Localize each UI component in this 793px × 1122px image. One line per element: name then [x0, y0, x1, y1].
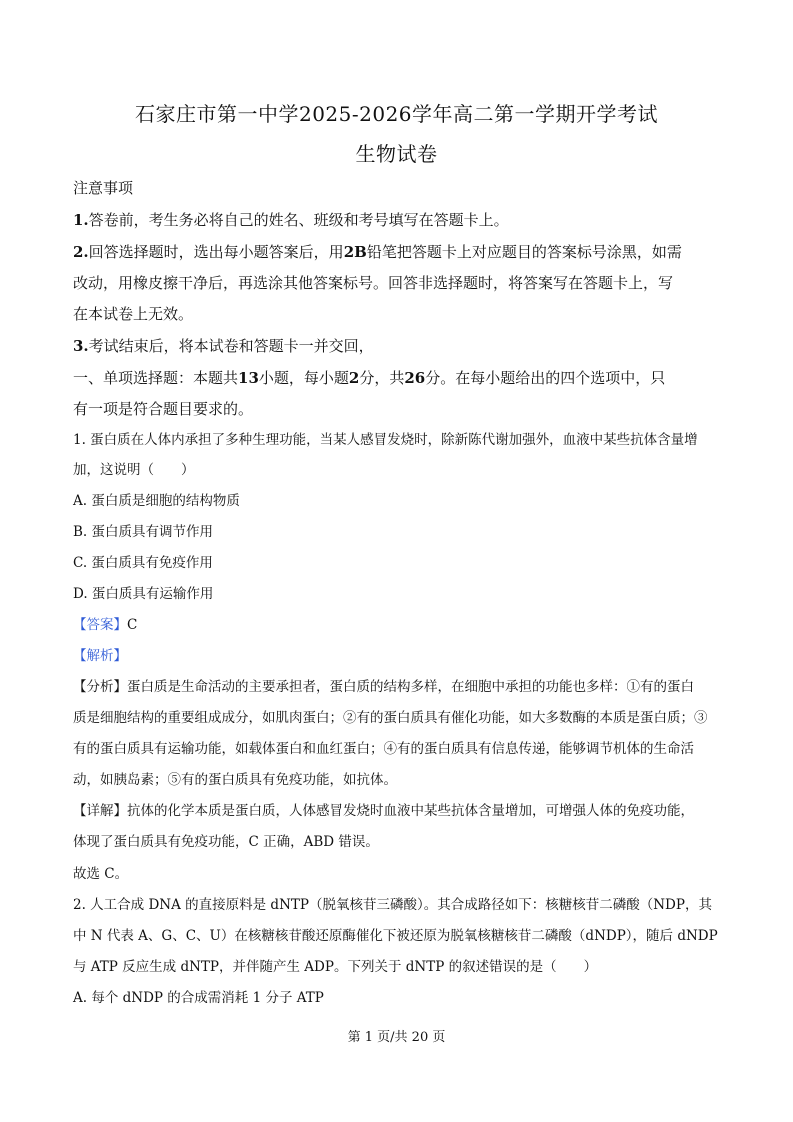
q1-detail-line-1: [73, 801, 721, 821]
section-1-text-a: 一、单项选择题：本题共: [73, 369, 239, 387]
q1-analysis-line-1: [73, 677, 721, 697]
q2-stem-line-1: 2. 人工合成 DNA 的直接原料是 dNTP（脱氧核苷三磷酸）。其合成路径如下：核糖核苷二磷酸（NDP，其: [73, 897, 712, 913]
section-1-text-b: 小题，每小题: [258, 369, 349, 387]
section-1-heading-line-2: 有一项是符合题目要求的。: [73, 400, 254, 418]
q1-stem-line-1: 1. 蛋白质在人体内承担了多种生理功能，当某人感冒发烧时，除新陈代谢加强外，血液中某些抗体含量增: [73, 432, 698, 448]
exam-title: 石家庄市第一中学2025-2026学年高二第一学期开学考试: [134, 102, 659, 126]
q1-option-c: C. 蛋白质具有免疫作用: [73, 555, 213, 571]
note-2-text-a: 回答选择题时，选出每小题答案后，用: [88, 243, 344, 261]
notes-heading: 注意事项: [73, 179, 134, 197]
q2-stem-line-3: 与 ATP 反应生成 dNTP，并伴随产生 ADP。下列关于 dNTP 的叙述错误的是（ ）: [73, 959, 598, 975]
section-1-total: 26: [404, 369, 426, 387]
note-2-line-2: 改动，用橡皮擦干净后，再选涂其他答案标号。回答非选择题时，将答案写在答题卡上，写: [73, 274, 674, 292]
answer-value: C: [127, 617, 138, 633]
q1-choose: 故选 C。: [73, 866, 129, 882]
q1-detail-line-2: 体现了蛋白质具有免疫功能，C 正确，ABD 错误。: [73, 834, 379, 850]
note-3-number: 3.: [73, 337, 89, 355]
note-1: [73, 210, 721, 230]
note-1-number: 1.: [73, 211, 89, 229]
q1-analysis-line-3: 有的蛋白质具有运输功能，如载体蛋白和血红蛋白；④有的蛋白质具有信息传递，能够调节机体的生命活: [73, 741, 694, 757]
exam-subtitle: 生物试卷: [355, 142, 438, 166]
section-1-count: 13: [238, 369, 259, 387]
q1-answer: [73, 615, 721, 635]
q2-option-a: A. 每个 dNDP 的合成需消耗 1 分子 ATP: [73, 990, 324, 1006]
analysis-label: 【解析】: [73, 648, 127, 664]
fenxi-text-1: 蛋白质是生命活动的主要承担者，蛋白质的结构多样，在细胞中承担的功能也多样：①有的蛋白: [127, 679, 694, 695]
note-1-text: 答卷前，考生务必将自己的姓名、班级和考号填写在答题卡上。: [88, 211, 509, 229]
note-2-line-3: 在本试卷上无效。: [73, 305, 194, 323]
section-1-each: 2: [348, 369, 360, 387]
q1-analysis-line-4: 动，如胰岛素；⑤有的蛋白质具有免疫功能，如抗体。: [73, 772, 397, 788]
page-footer: 第 1 页/共 20 页: [347, 1030, 446, 1045]
note-2-pencil: 2B: [343, 243, 367, 261]
q2-stem-line-2: 中 N 代表 A、G、C、U）在核糖核苷酸还原酶催化下被还原为脱氧核糖核苷二磷酸（dNDP），随后 dNDP: [73, 928, 718, 944]
xiangjie-text-1: 抗体的化学本质是蛋白质，人体感冒发烧时血液中某些抗体含量增加，可增强人体的免疫功能，: [127, 803, 694, 819]
section-1-text-d: 分。在每小题给出的四个选项中，只: [425, 369, 666, 387]
xiangjie-label: 【详解】: [73, 803, 127, 819]
q1-option-d: D. 蛋白质具有运输作用: [73, 586, 214, 602]
note-2-number: 2.: [73, 243, 89, 261]
q1-analysis-line-2: 质是细胞结构的重要组成成分，如肌肉蛋白；②有的蛋白质具有催化功能，如大多数酶的本质是蛋白质；③: [73, 710, 708, 726]
q1-stem-line-2: 加，这说明（ ）: [73, 462, 195, 478]
note-2-text-c: 铅笔把答题卡上对应题目的答案标号涂黑，如需: [366, 243, 682, 261]
note-3: [73, 336, 721, 356]
note-3-text: 考试结束后，将本试卷和答题卡一并交回，: [88, 337, 374, 355]
section-1-heading: [73, 368, 721, 388]
answer-label: 【答案】: [73, 617, 127, 633]
q1-option-a: A. 蛋白质是细胞的结构物质: [73, 493, 240, 509]
section-1-text-c: 分，共: [359, 369, 405, 387]
q1-option-b: B. 蛋白质具有调节作用: [73, 524, 214, 540]
fenxi-label: 【分析】: [73, 679, 127, 695]
note-2-line-1: [73, 242, 721, 262]
